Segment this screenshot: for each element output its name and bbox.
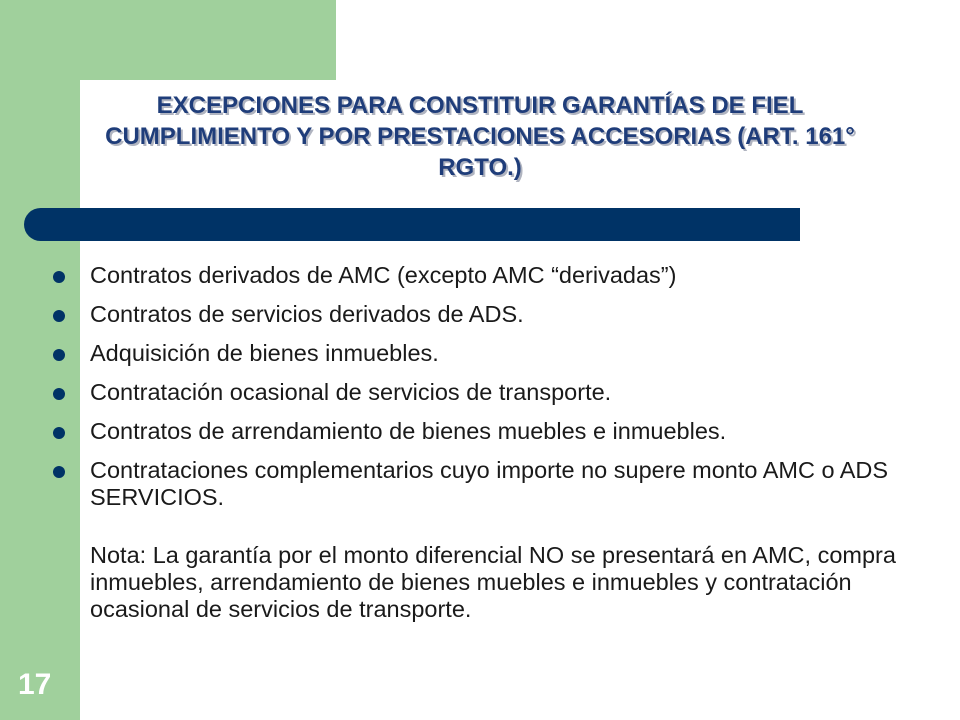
- slide-title: EXCEPCIONES PARA CONSTITUIR GARANTÍAS DE FIEL CUMPLIMIENTO Y POR PRESTACIONES ACCESORIAS (ART. 161° RGTO.): [105, 92, 855, 181]
- list-item: [50, 418, 940, 445]
- bullet-icon: [53, 271, 65, 283]
- note-paragraph: Nota: La garantía por el monto diferencial NO se presentará en AMC, compra inmuebles, arrendamiento de bienes muebles e inmuebles y contratación ocasional de servicios de transporte.: [90, 542, 896, 622]
- page-number: 17: [18, 668, 52, 701]
- bullet-icon: [53, 310, 65, 322]
- list-item-text: Contratos de arrendamiento de bienes muebles e inmuebles.: [90, 418, 727, 444]
- title-divider-bar: [24, 208, 800, 241]
- bullet-icon: [53, 466, 65, 478]
- list-item: [50, 301, 940, 328]
- bullet-icon: [53, 349, 65, 361]
- bullet-icon: [53, 427, 65, 439]
- list-item-text: Contrataciones complementarios cuyo importe no supere monto AMC o ADS SERVICIOS.: [90, 457, 889, 510]
- top-green-band: [0, 0, 336, 80]
- list-item-text: Contratos derivados de AMC (excepto AMC “derivadas”): [90, 262, 677, 288]
- bullet-list: [50, 262, 940, 523]
- bullet-icon: [53, 388, 65, 400]
- list-item: [50, 340, 940, 367]
- list-item: [50, 457, 940, 511]
- list-item: [50, 262, 940, 289]
- list-item: [50, 379, 940, 406]
- list-item-text: Contratos de servicios derivados de ADS.: [90, 301, 524, 327]
- list-item-text: Adquisición de bienes inmuebles.: [90, 340, 439, 366]
- list-item-text: Contratación ocasional de servicios de transporte.: [90, 379, 612, 405]
